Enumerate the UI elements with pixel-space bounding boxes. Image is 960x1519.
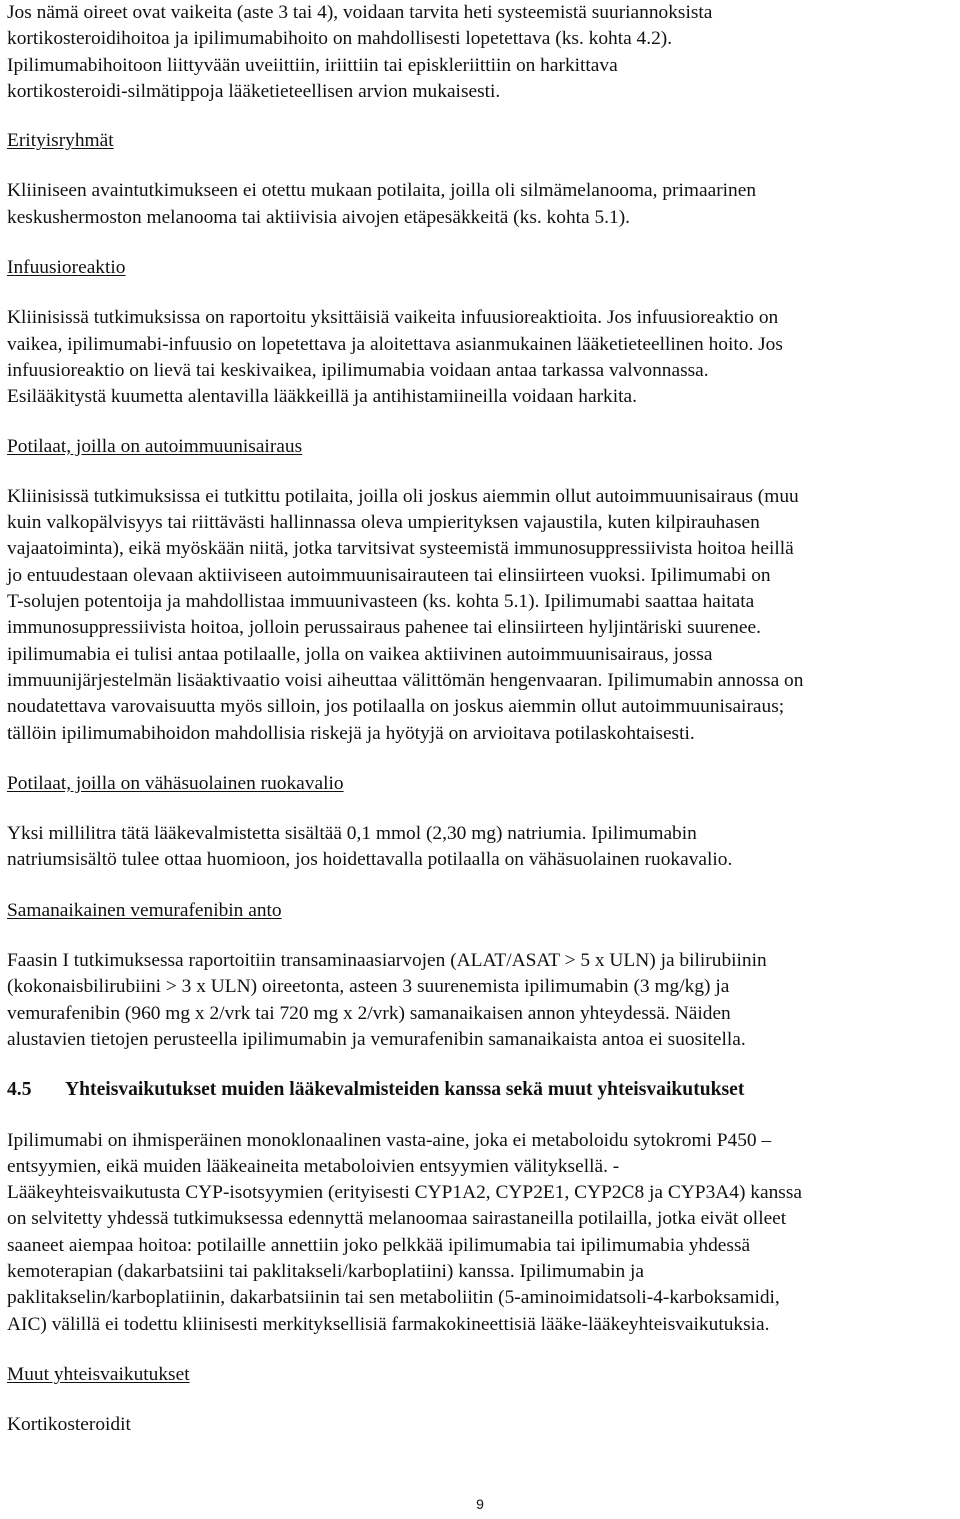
text-line: Esilääkitystä kuumetta alentavilla lääkkeillä ja antihistamiineilla voidaan harkita.: [7, 386, 637, 408]
text-line: kortikosteroidi-silmätippoja lääketieteellisen arvion mukaisesti.: [7, 80, 501, 102]
paragraph-vemurafenibi: [7, 948, 954, 1053]
text-line: kuin valkopälvisyys tai riittävästi hallinnassa oleva umpierityksen vajaustila, kuten kilpirauhasen: [7, 512, 760, 534]
text-line: vemurafenibin (960 mg x 2/vrk tai 720 mg x 2/vrk) samanaikaisen annon yhteydessä. Näiden: [7, 1002, 731, 1024]
text-line: tällöin ipilimumabihoidon mahdollisia riskejä ja hyötyjä on arvioitava potilaskohtaisesti.: [7, 722, 695, 744]
text-line: kortikosteroidihoitoa ja ipilimumabihoito on mahdollisesti lopetettava (ks. kohta 4.2).: [7, 28, 673, 50]
heading-ruokavalio: Potilaat, joilla on vähäsuolainen ruokavalio: [7, 772, 344, 794]
text-line: on selvitetty yhdessä tutkimuksessa edennyttä melanoomaa sairastaneilla potilailla, jotka eivät olleet: [7, 1208, 787, 1230]
text-line: (kokonaisbilirubiini > 3 x ULN) oireetonta, asteen 3 suurenemista ipilimumabin (3 mg/kg) ja: [7, 976, 730, 998]
heading-autoimmuunisairaus: Potilaat, joilla on autoimmuunisairaus: [7, 435, 303, 457]
paragraph-intro: [7, 0, 954, 105]
text-line: ipilimumabia ei tulisi antaa potilaalle, jolla on vaikea aktiivinen autoimmuunisairaus, jossa: [7, 643, 713, 665]
text-line: Kliiniseen avaintutkimukseen ei otettu mukaan potilaita, joilla oli silmämelanooma, primaarinen: [7, 180, 757, 202]
heading-infuusioreaktio: Infuusioreaktio: [7, 257, 126, 279]
text-line: natriumsisältö tulee ottaa huomioon, jos hoidettavalla potilaalla on vähäsuolainen ruokavalio.: [7, 849, 733, 871]
text-line: Lääkeyhteisvaikutusta CYP-isotsyymien (erityisesti CYP1A2, CYP2E1, CYP2C8 ja CYP3A4) kanssa: [7, 1182, 802, 1204]
text-line: kemoterapian (dakarbatsiini tai paklitakseli/karboplatiini) kanssa. Ipilimumabin ja: [7, 1260, 645, 1282]
text-line: Kliinisissä tutkimuksissa ei tutkittu potilaita, joilla oli joskus aiemmin ollut autoimmuunisairaus (muu: [7, 485, 799, 507]
text-line: vajaatoiminta), eikä myöskään niitä, jotka tarvitsivat systeemistä immunosuppressiivista hoitoa heillä: [7, 538, 794, 560]
text-line: paklitakselin/karboplatiinin, dakarbatsiinin tai sen metaboliitin (5-aminoimidatsoli-4-karboksamidi,: [7, 1287, 780, 1309]
heading-muut-yhteisvaikutukset: Muut yhteisvaikutukset: [7, 1363, 190, 1385]
page-number: 9: [476, 1496, 484, 1512]
text-line: jo entuudestaan olevaan aktiiviseen autoimmuunisairauteen tai elinsiirteen vuoksi. Ipilimumabi on: [7, 564, 771, 586]
text-line: entsyymien, eikä muiden lääkeaineita metaboloivien entsyymien välityksellä. -: [7, 1155, 620, 1177]
text-line: saaneet aiempaa hoitoa: potilaille annettiin joko pelkkää ipilimumabia tai ipilimumabia yhdessä: [7, 1234, 751, 1256]
text-line: Jos nämä oireet ovat vaikeita (aste 3 tai 4), voidaan tarvita heti systeemistä suuriannoksista: [7, 2, 713, 23]
text-line: alustavien tietojen perusteella ipilimumabin ja vemurafenibin samanaikaista antoa ei suositella.: [7, 1028, 746, 1050]
paragraph-autoimmuunisairaus: [7, 484, 954, 747]
heading-kortikosteroidit: Kortikosteroidit: [7, 1414, 131, 1436]
text-line: Kliinisissä tutkimuksissa on raportoitu yksittäisiä vaikeita infuusioreaktioita. Jos infuusioreaktio on: [7, 307, 779, 329]
section-title: Yhteisvaikutukset muiden lääkevalmisteiden kanssa sekä muut yhteisvaikutukset: [65, 1079, 745, 1101]
text-line: vaikea, ipilimumabi-infuusio on lopetettava ja aloitettava asianmukainen lääketieteellinen hoito. Jos: [7, 333, 783, 355]
paragraph-section-4-5: [7, 1128, 954, 1338]
paragraph-erityisryhmat: [7, 178, 954, 231]
heading-erityisryhmat: Erityisryhmät: [7, 130, 114, 152]
heading-vemurafenibi: Samanaikainen vemurafenibin anto: [7, 899, 282, 921]
text-line: T-solujen potentoija ja mahdollistaa immuunivasteen (ks. kohta 5.1). Ipilimumabi saattaa haitata: [7, 591, 755, 613]
text-line: Faasin I tutkimuksessa raportoitiin transaminaasiarvojen (ALAT/ASAT > 5 x ULN) ja bilirubiinin: [7, 950, 767, 972]
text-line: noudatettava varovaisuutta myös silloin, jos potilaalla on joskus aiemmin ollut autoimmuunisairaus;: [7, 696, 785, 718]
text-line: Yksi millilitra tätä lääkevalmistetta sisältää 0,1 mmol (2,30 mg) natriumia. Ipilimumabin: [7, 823, 697, 845]
text-line: Ipilimumabihoitoon liittyvään uveiittiin, iriittiin tai episkleriittiin on harkittava: [7, 54, 618, 76]
paragraph-ruokavalio: [7, 821, 954, 874]
text-line: immunosuppressiivista hoitoa, jolloin perussairaus pahenee tai elinsiirteen hyljintäriski suurenee.: [7, 617, 761, 639]
text-line: immuunijärjestelmän lisäaktivaatio voisi aiheuttaa välittömän hengenvaaran. Ipilimumabin annossa on: [7, 669, 804, 691]
section-number: 4.5: [7, 1079, 32, 1101]
section-heading-4-5: [7, 1077, 954, 1103]
text-line: keskushermoston melanooma tai aktiivisia aivojen etäpesäkkeitä (ks. kohta 5.1).: [7, 206, 631, 228]
text-line: infuusioreaktio on lievä tai keskivaikea, ipilimumabia voidaan antaa tarkassa valvonnassa.: [7, 359, 709, 381]
text-line: AIC) välillä ei todettu kliinisesti merkityksellisiä farmakokineettisiä lääke-lääkeyhteisvaikutuksia.: [7, 1313, 770, 1335]
paragraph-infuusioreaktio: [7, 305, 954, 410]
text-line: Ipilimumabi on ihmisperäinen monoklonaalinen vasta-aine, joka ei metaboloidu sytokromi P450 –: [7, 1129, 772, 1151]
